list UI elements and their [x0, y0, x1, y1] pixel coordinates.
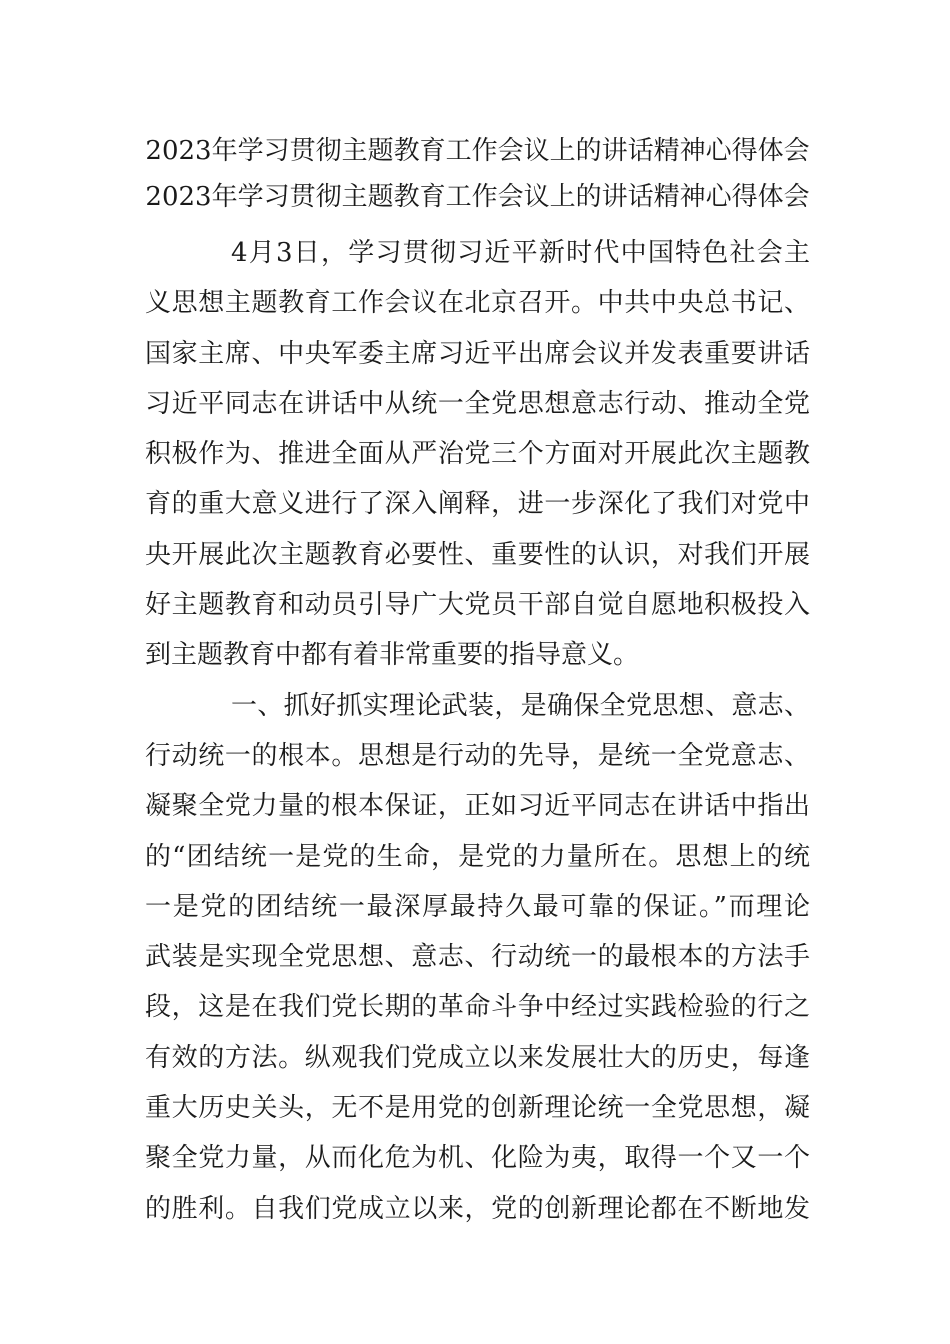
text-line: 行动统一的根本。思想是行动的先导，是统一全党意志、	[145, 740, 810, 771]
document-page	[145, 128, 810, 1234]
text-line: 的胜利。自我们党成立以来，党的创新理论都在不断地发	[145, 1193, 810, 1224]
text-line: 武装是实现全党思想、意志、行动统一的最根本的方法手	[145, 942, 810, 973]
text-line: 有效的方法。纵观我们党成立以来发展壮大的历史，每逢	[145, 1042, 810, 1073]
document-title: 2023年学习贯彻主题教育工作会议上的讲话精神心得体会	[145, 136, 810, 166]
text-line: 好主题教育和动员引导广大党员干部自觉自愿地积极投入	[145, 590, 810, 621]
text-line: 一、抓好抓实理论武装，是确保全党思想、意志、	[231, 690, 810, 721]
document-title-repeat: 2023年学习贯彻主题教育工作会议上的讲话精神心得体会	[145, 182, 810, 212]
text-line: 段，这是在我们党长期的革命斗争中经过实践检验的行之	[145, 992, 810, 1023]
text-line: 一是党的团结统一最深厚最持久最可靠的保证。”而理论	[145, 891, 810, 922]
text-line: 央开展此次主题教育必要性、重要性的认识，对我们开展	[145, 539, 810, 570]
text-line: 国家主席、中央军委主席习近平出席会议并发表重要讲话	[145, 338, 810, 369]
paragraph-1	[145, 228, 810, 681]
text-line: 重大历史关头，无不是用党的创新理论统一全党思想，凝	[145, 1093, 810, 1124]
text-line: 凝聚全党力量的根本保证，正如习近平同志在讲话中指出	[145, 791, 810, 822]
text-line: 育的重大意义进行了深入阐释，进一步深化了我们对党中	[145, 489, 810, 520]
text-line: 的“团结统一是党的生命，是党的力量所在。思想上的统	[145, 841, 810, 872]
text-line: 义思想主题教育工作会议在北京召开。中共中央总书记、	[145, 288, 810, 319]
text-line: 到主题教育中都有着非常重要的指导意义。	[145, 640, 640, 671]
text-line: 聚全党力量，从而化危为机、化险为夷，取得一个又一个	[145, 1143, 810, 1174]
text-line: 4月3日，学习贯彻习近平新时代中国特色社会主	[231, 238, 810, 268]
text-line: 积极作为、推进全面从严治党三个方面对开展此次主题教	[145, 439, 810, 470]
paragraph-2	[145, 681, 810, 1234]
text-line: 习近平同志在讲话中从统一全党思想意志行动、推动全党	[145, 388, 810, 419]
